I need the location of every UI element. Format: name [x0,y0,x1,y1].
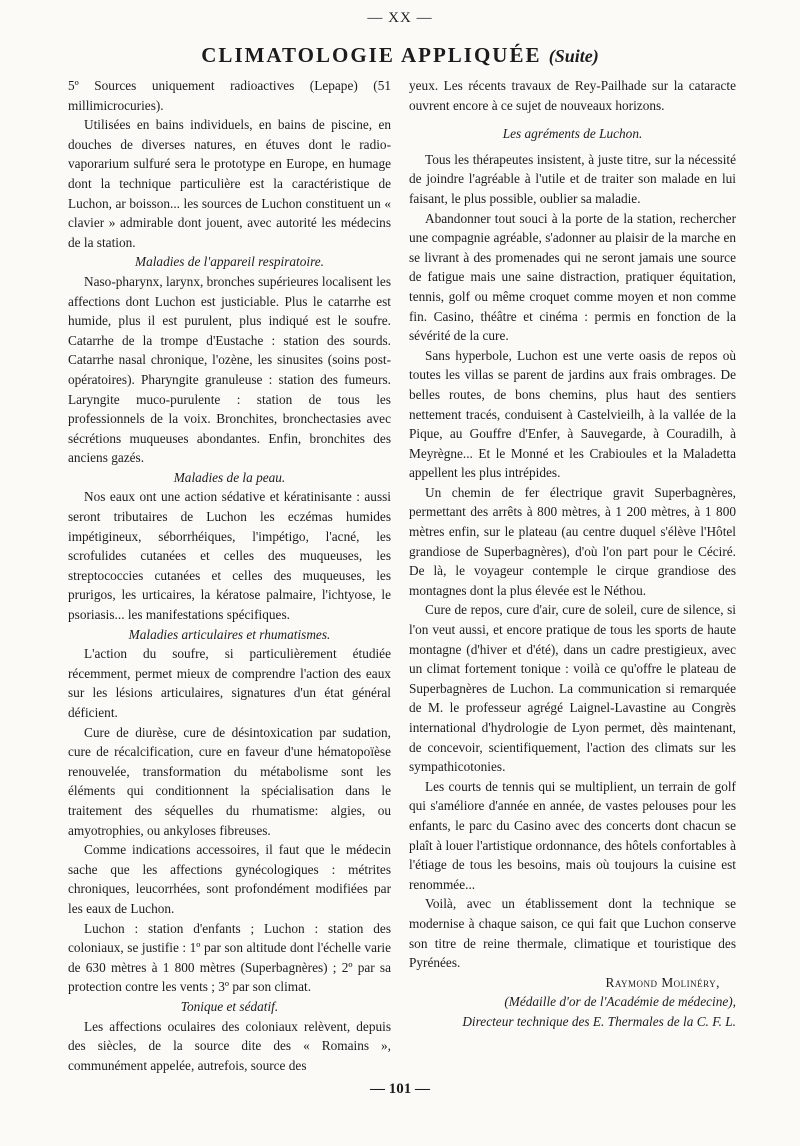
paragraph: Luchon : station d'enfants ; Luchon : station des coloniaux, se justifie : 1º par son altitude dont l'échelle varie de 630 mètres à 1 800 mètres (Superbagnères) ; 2º par sa protection contre les vents ; 3º par son climat. [68,920,391,995]
paragraph: Voilà, avec un établissement dont la technique se modernise à chaque saison, ce qui fait que Luchon conserve son titre de reine thermale, climatique et touristique des Pyrénées. [409,896,736,971]
paragraph: Cure de repos, cure d'air, cure de soleil, cure de silence, si l'on veut aussi, et encore pratique de tous les sports de haute montagne (d'hiver et d'été), dans un cadre prestigieux, avec un climat fortement tonique : voilà ce qu'offre le plateau de Superbagnères de Luchon. La communication si remarquée de M. le professeur agrégé Laignel-Lavastine au Congrès international d'hydrologie de Lyon permet, dès maintenant, de concevoir, scientifiquement, l'action des climats sur les sympathicotonies. [409,602,736,775]
paragraph: Comme indications accessoires, il faut que le médecin sache que les affections gynécologiques : métrites chroniques, leucorrhées, sont profondément modifiées par les eaux de Luchon. [68,842,391,916]
left-column [68,76,391,1075]
paragraph: Utilisées en bains individuels, en bains de piscine, en douches de diverses natures, en étuves dont le radio-vaporarium sulfuré sera le prototype en Europe, en humage dont la technique particulière est la caractéristique de Luchon, ar boisson... les sources de Luchon constituent un « clavier » admirable dont jouent, avec autorité les médecins de la station. [68,117,391,250]
paragraph: Un chemin de fer électrique gravit Superbagnères, permettant des arrêts à 800 mètres, à 1 200 mètres, à 1 800 mètres enfin, sur le plateau (au centre duquel s'élève l'Hôtel grandiose de Superbagnères), d'où l'on part pour le Céciré. De là, le voyageur contemple le cirque grandiose des montagnes dont la plus élevée est le Néthou. [409,484,736,598]
paragraph: Les courts de tennis qui se multiplient, un terrain de golf qui s'améliore d'année en année, de vastes pelouses pour les enfants, le parc du Casino avec des concerts dont chacun se plaît à louer l'artistique ordonnance, des hôtels confortables à l'étiage de tous les besoins, mais où toujours la cuisine est renommée... [409,778,736,892]
page-title [0,43,800,68]
title-suffix: (Suite) [548,46,599,66]
section-heading-articulaires: Maladies articulaires et rhumatismes. [128,626,331,642]
paragraph: Nos eaux ont une action sédative et kératinisante : aussi seront tributaires de Luchon les eczémas humides impétigineux, séborrhéiques, l'impétigo, l'acné, les scrofulides cutanées et celles des muqueuses, les streptococcies cutanées et celles des muqueuses, les prurigos, les urticaires, la kératose palmaire, l'ichtyose, le psoriasis... les manifestations spécifiques. [68,489,391,623]
page-roman-numeral: — XX — [367,10,433,26]
author-title: Directeur technique des E. Thermales de la C. F. L. [462,1013,736,1029]
paragraph: Abandonner tout souci à la porte de la station, rechercher une compagnie agréable, s'adonner au plaisir de la marche en se livrant à des promenades qui ne seront jamais une source de fatigue mais une saine distraction, pratiquer équitation, tennis, golf ou même croquet comme moyen et non comme fin. Casino, théâtre et cinéma : permis en fonction de la sévérité de la cure. [409,210,736,344]
paragraph: 5º Sources uniquement radioactives (Lepape) (51 millimicrocuries). [68,78,391,113]
paragraph: L'action du soufre, si particulièrement étudiée récemment, permet mieux de comprendre l'action des eaux sur les lésions articulaires, signatures d'un état général déficient. [68,646,391,720]
paragraph: Sans hyperbole, Luchon est une verte oasis de repos où toutes les villas se parent de jardins aux frais ombrages. De belles routes, de bons chemins, plus haut des sentiers nettement tracés, conduisent à Castelvieilh, à la vallée de la Pique, au Gouffre d'Enfer, à Sauvegarde, à Couradilh, à Meyrègne... Et le Monné et les Crabioules et la Maladetta appellent les plus intrépides. [409,347,736,481]
paragraph: Naso-pharynx, larynx, bronches supérieures localisent les affections dont Luchon est justiciable. Plus le catarrhe est humide, plus il est purulent, plus indiqué est le soufre. Catarrhe de la trompe d'Eustache : station des sourds. Catarrhe nasal chronique, l'ozène, les sinusites (soins post-opératoires). Pharyngite granuleuse : station des fumeurs. Laryngite muco-purulente : station de tous les professionnels de la voix. Bronchites, bronchectasies avec sécrétions muqueuses abondantes. Enfin, bronchites des anciens gazés. [68,273,391,466]
title-text: CLIMATOLOGIE APPLIQUÉE [201,43,542,67]
paragraph: Tous les thérapeutes insistent, à juste titre, sur la nécessité de joindre l'agréable à l'utile et de traiter son malade en lui faisant, le plus possible, oublier sa maladie. [409,151,736,206]
author-name: Raymond Molinéry, [605,974,720,990]
section-heading-respiratoire: Maladies de l'appareil respiratoire. [135,254,324,270]
paragraph: Les affections oculaires des coloniaux relèvent, depuis des siècles, de la source dite des « Romains », communément appelée, autrefois, source des [68,1018,391,1073]
author-distinction: (Médaille d'or de l'Académie de médecine), [504,994,736,1010]
page-number: — 101 — [370,1081,430,1097]
paragraph: Cure de diurèse, cure de désintoxication par sudation, cure de récalcification, cure en faveur d'une hématopoïèse renouvelée, transformation du métabolisme sont les éléments qui conditionnent la spécialisation dans le traitement des séquelles du rhumatisme: algies, ou amyotrophies, ou ankyloses fibreuses. [68,724,391,838]
section-heading-tonique: Tonique et sédatif. [180,998,279,1014]
paragraph: yeux. Les récents travaux de Rey-Pailhade sur la cataracte ouvrent encore à ce sujet de nouveaux horizons. [409,78,736,113]
section-heading-agrements: Les agréments de Luchon. [502,126,643,142]
right-column [409,76,736,1032]
section-heading-peau: Maladies de la peau. [173,469,286,485]
